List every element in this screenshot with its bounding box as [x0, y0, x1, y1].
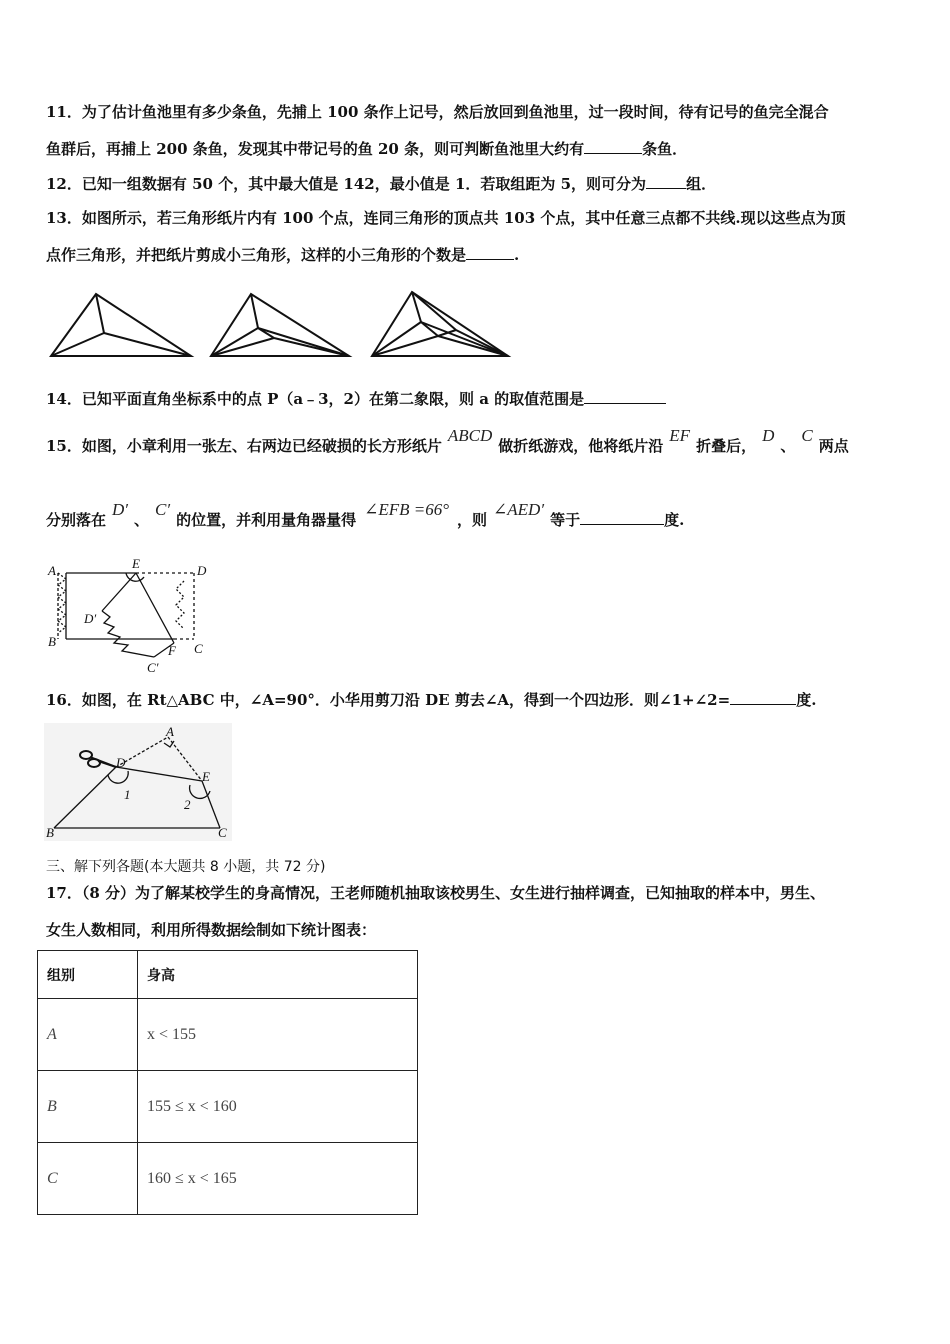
- q15-label-d: D: [197, 563, 207, 578]
- q15-math-c: C: [801, 426, 813, 445]
- q15-text-8: 等于: [550, 511, 581, 529]
- q16-text: 16．如图，在 Rt△ABC 中，∠A=90°．小华用剪刀沿 DE 剪去∠A，得到一个四边形．则∠1+∠2=: [46, 691, 731, 709]
- q15-label-c: C: [194, 641, 203, 656]
- q15-label-cprime: C′: [147, 660, 159, 675]
- q12-text: 12．已知一组数据有 50 个，其中最大值是 142，最小值是 1．若取组距为 5，则可分为: [46, 175, 647, 193]
- q16-line: [46, 690, 816, 710]
- q13-text: 点作三角形，并把纸片剪成小三角形，这样的小三角形的个数是: [46, 246, 467, 264]
- q12-answer-blank[interactable]: [646, 174, 686, 189]
- q11-suffix: 条鱼．: [642, 140, 688, 158]
- q16-label-2: 2: [184, 797, 191, 812]
- q16-label-e: E: [202, 769, 210, 784]
- height-group-table: [37, 950, 418, 1215]
- q15-math-abcd: ABCD: [447, 426, 493, 445]
- triangle-figure-2: [211, 294, 349, 356]
- q15-line2: [46, 500, 685, 530]
- triangle-figure-1: [51, 294, 191, 356]
- q13-line2: [46, 245, 519, 265]
- q11-text: 鱼群后，再捕上 200 条鱼，发现其中带记号的鱼 20 条，则可判断鱼池里大约有: [46, 140, 585, 158]
- table-row: [38, 1071, 418, 1143]
- table-header-row: [38, 951, 418, 999]
- section-3-heading: 三、解下列各题(本大题共 8 小题，共 72 分): [46, 859, 326, 875]
- q16-label-c: C: [218, 825, 227, 840]
- q15-math-angle-efb: ∠EFB =66°: [364, 500, 450, 519]
- table-cell-group: C: [38, 1143, 138, 1215]
- q15-text-7: ，则: [457, 511, 488, 529]
- q15-text-5: 分别落在: [46, 511, 107, 529]
- q14-line: [46, 389, 666, 409]
- q13-answer-blank[interactable]: [466, 245, 514, 260]
- q15-text-9: 度.: [664, 511, 685, 529]
- q16-suffix: 度.: [796, 691, 817, 709]
- q15-sep: 、: [780, 437, 796, 455]
- q16-label-1: 1: [124, 787, 131, 802]
- q17-line2: 女生人数相同，利用所得数据绘制如下统计图表：: [46, 921, 377, 939]
- triangle-figure-3: [372, 292, 508, 356]
- q13-suffix: .: [514, 246, 520, 264]
- table-header-group: 组别: [38, 951, 138, 999]
- q15-text-1: 15．如图，小章利用一张左、右两边已经破损的长方形纸片: [46, 437, 442, 455]
- q15-math-angle-aed: ∠AED′: [493, 500, 545, 519]
- q16-label-d: D: [116, 755, 126, 770]
- q15-answer-blank[interactable]: [580, 510, 664, 525]
- q15-folded-paper-figure: [44, 555, 224, 680]
- q13-line1: 13．如图所示，若三角形纸片内有 100 个点，连同三角形的顶点共 103 个点，其中任意三点都不共线.现以这些点为顶: [46, 209, 846, 227]
- q16-answer-blank[interactable]: [730, 690, 796, 705]
- table-cell-range: 155 ≤ x < 160: [138, 1071, 418, 1143]
- q15-text-2: 做折纸游戏，他将纸片沿: [498, 437, 664, 455]
- q15-text-6: 的位置，并利用量角器量得: [176, 511, 357, 529]
- q15-label-a: A: [48, 563, 56, 578]
- table-row: [38, 1143, 418, 1215]
- q14-answer-blank[interactable]: [584, 389, 666, 404]
- q16-label-b: B: [46, 825, 54, 840]
- q15-text-3: 折叠后，: [696, 437, 757, 455]
- q14-text: 14．已知平面直角坐标系中的点 P（a﹣3，2）在第二象限，则 a 的取值范围是: [46, 390, 585, 408]
- q15-math-d: D: [762, 426, 775, 445]
- q11-answer-blank[interactable]: [584, 139, 642, 154]
- q12-suffix: 组．: [686, 175, 717, 193]
- q15-line1: [46, 426, 849, 456]
- table-cell-range: x < 155: [138, 999, 418, 1071]
- q12-line: [46, 174, 716, 194]
- q16-label-a: A: [166, 724, 174, 739]
- q15-math-ef: EF: [669, 426, 691, 445]
- q15-math-cprime: C′: [155, 500, 171, 519]
- q15-label-e: E: [132, 556, 140, 571]
- table-header-height: 身高: [138, 951, 418, 999]
- q11-line1: 11．为了估计鱼池里有多少条鱼，先捕上 100 条作上记号，然后放回到鱼池里，过一段时间，待有记号的鱼完全混合: [46, 103, 829, 121]
- table-cell-range: 160 ≤ x < 165: [138, 1143, 418, 1215]
- q15-label-b: B: [48, 634, 56, 649]
- q13-triangle-figures: [46, 288, 546, 363]
- q15-math-dprime: D′: [112, 500, 129, 519]
- table-cell-group: B: [38, 1071, 138, 1143]
- q11-line2: [46, 139, 687, 159]
- q17-line1: 17．（8 分）为了解某校学生的身高情况，王老师随机抽取该校男生、女生进行抽样调查，已知抽取的样本中，男生、: [46, 884, 826, 902]
- table-cell-group: A: [38, 999, 138, 1071]
- table-row: [38, 999, 418, 1071]
- q15-sep-2: 、: [134, 511, 150, 529]
- q15-label-f: F: [168, 643, 176, 658]
- q15-text-4: 两点: [818, 437, 849, 455]
- q16-right-triangle-figure: [44, 723, 232, 841]
- q15-label-dprime: D′: [84, 611, 97, 626]
